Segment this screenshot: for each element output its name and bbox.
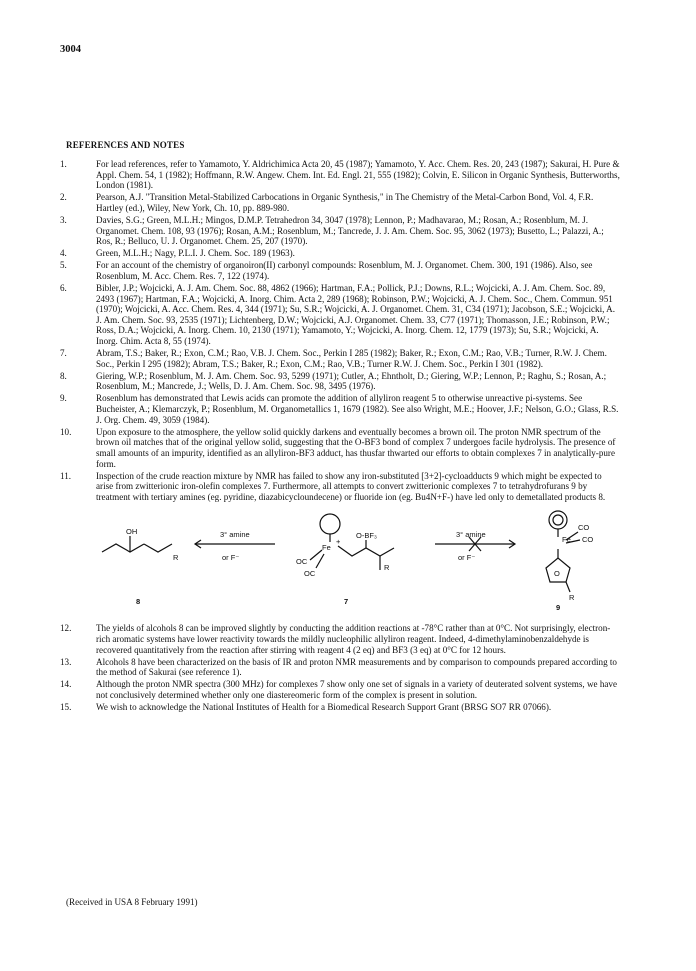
- reference-text: The yields of alcohols 8 can be improved slightly by conducting the addition reactions at -78°C rather than at 0°C. Not surprisingly, electron-rich aromatic systems have lower reactivity towards the mildly nucleophilic allyliron reagent. Indeed, 4-dimethylaminobenzaldehyde is recovered quantitatively from the reaction after stirring with reagent 4 (2 eq) and BF3 (3 eq) at 0°C for 12 hours.: [96, 623, 611, 655]
- reference-text: We wish to acknowledge the National Institutes of Health for a Biomedical Research Support Grant (BRSG SO7 RR 07066).: [96, 702, 552, 713]
- reference-text: Green, M.L.H.; Nagy, P.L.I. J. Chem. Soc. 189 (1963).: [96, 248, 295, 259]
- reference-number: 3.: [60, 214, 67, 225]
- reference-item: [60, 348, 620, 369]
- reference-text: Bibler, J.P.; Wojcicki, A. J. Am. Chem. Soc. 88, 4862 (1966); Hartman, F.A.; Pollick, P.J.; Downs, R.L.; Wojcicki, A. J. Am. Chem. Soc. 89, 2493 (1967); Hartman, F.A.; Wojcicki, A. Inorg. Chim. Acta 2, 289 (1968); Robinson, P.W.; Wojcicki, A. J. Chem. Soc., Chem. Commun. 951 (1970); Wojcicki, A. Acc. Chem. Res. 4, 344 (1971); Su, S.R.; Wojcicki, A. J. Organomet. Chem. 31, C34 (1971); Jacobson, S.E.; Wojcicki, A. J. Am. Chem. Soc. 93, 2535 (1971); Lichtenberg, D.W.; Wojcicki, A.J. Organomet. Chem. 33, C77 (1971); Thomasson, J.E.; Robinson, P.W.; Ross, D.A.; Wojcicki, A. Inorg. Chem. 10, 2130 (1971); Yamamoto, Y.; Wojcicki, A. Inorg. Chem. 12, 1779 (1973); Su, S.R.; Wojcicki, A. Inorg. Chim. Acta 8, 55 (1974).: [96, 283, 615, 346]
- iron-label: Fe: [562, 535, 571, 545]
- reference-item: [60, 393, 620, 425]
- reference-number: 1.: [60, 159, 67, 169]
- cyclopentadienyl-ring-7: [320, 514, 340, 534]
- reference-text: Rosenblum has demonstrated that Lewis acids can promote the addition of allyliron reagent 5 to otherwise unreactive pi-systems. See Bucheister, A.; Klemarczyk, P.; Rosenblum, M. Organometallics 1, 1679 (1982). See also Wright, M.E.; Hoover, J.F.; Nelson, G.O.; Glass, R.S. J. Org. Chem. 49, 3059 (1984).: [96, 393, 619, 425]
- reference-item: [60, 702, 620, 713]
- reference-number: 4.: [60, 248, 67, 259]
- reference-number: 14.: [60, 679, 72, 690]
- alcohol-skeleton: [102, 544, 144, 552]
- reference-number: 9.: [60, 393, 67, 404]
- received-date: (Received in USA 8 February 1991): [66, 897, 198, 907]
- reference-number: 2.: [60, 192, 67, 203]
- reference-text: Alcohols 8 have been characterized on the basis of IR and proton NMR measurements and by comparison to compounds prepared according to the method of Sakurai (see reference 1).: [96, 656, 617, 678]
- reference-text: For lead references, refer to Yamamoto, Y. Aldrichimica Acta 20, 45 (1987); Yamamoto, Y. Acc. Chem. Res. 20, 243 (1987); Sakurai, H. Pure & Appl. Chem. 54, 1 (1982); Hoffmann, R.W. Angew. Chem. Int. Ed. Engl. 21, 555 (1982); Colvin, E. Silicon in Organic Synthesis, Butterworths, London (1981).: [96, 159, 620, 191]
- reaction-scheme: [60, 504, 620, 619]
- reference-item: [60, 679, 620, 700]
- arrow2-alt-reagent-label: or F⁻: [458, 553, 476, 563]
- reference-number: 7.: [60, 348, 67, 359]
- reference-number: 8.: [60, 370, 67, 381]
- carbonyl-label: CO: [582, 535, 594, 545]
- reference-list: [60, 159, 620, 714]
- reference-number: 13.: [60, 656, 72, 667]
- r-group-label: R: [173, 553, 179, 563]
- iron-label: Fe: [322, 543, 331, 553]
- reference-text: Giering, W.P.; Rosenblum, M. J. Am. Chem. Soc. 93, 5299 (1971); Cutler, A.; Ehntholt, D.; Giering, W.P.; Lennon, P.; Raghu, S.; Rosan, A.; Rosenblum, M.; Mancrede, J.; Wells, D. J. Am. Chem. Soc. 98, 3495 (1976).: [96, 370, 607, 392]
- reference-item: [60, 471, 620, 503]
- ring-oxygen-label: O: [554, 569, 560, 579]
- reference-item: [60, 623, 620, 655]
- arrow1-alt-reagent-label: or F⁻: [222, 553, 240, 563]
- page-number: 3004: [60, 44, 81, 55]
- reference-number: 11.: [60, 470, 72, 481]
- compound-7-label: 7: [344, 597, 349, 607]
- arrow2-reagent-label: 3° amine: [456, 530, 486, 540]
- reference-item: [60, 427, 620, 469]
- reference-text: Upon exposure to the atmosphere, the yellow solid quickly darkens and eventually becomes a brown oil. The proton NMR spectrum of the brown oil matches that of the original yellow solid, suggesting that the O-BF3 bond of complex 7 undergoes facile hydrolysis. The presence of small amounts of an impurity, identified as an allyliron-BF3 adduct, has thusfar thwarted our efforts to obtain complexes 7 in analytically-pure form.: [96, 426, 616, 469]
- cyclopentadienyl-ring-9: [549, 511, 567, 529]
- charge-plus-label: +: [336, 537, 341, 547]
- reference-item: [60, 159, 620, 191]
- carbonyl-label: CO: [578, 523, 590, 533]
- oxygen-bf3-label: O-BF₃: [356, 531, 377, 541]
- section-heading: REFERENCES AND NOTES: [66, 140, 185, 150]
- reference-number: 10.: [60, 426, 72, 437]
- reference-number: 6.: [60, 283, 67, 294]
- reference-text: Pearson, A.J. "Transition Metal-Stabilized Carbocations in Organic Synthesis," in The Chemistry of the Metal-Carbon Bond, Vol. 4, F.R. Hartley (ed.), Wiley, New York, Ch. 10, pp. 889-980.: [96, 192, 594, 213]
- reference-text: For an account of the chemistry of organoiron(II) carbonyl compounds: Rosenblum, M. J. Organomet. Chem. 300, 191 (1986). Also, see Rosenblum, M. Acc. Chem. Res. 7, 122 (1974).: [96, 260, 593, 281]
- compound-8-label: 8: [136, 597, 141, 607]
- reference-item: [60, 215, 620, 247]
- carbonyl-label: OC: [296, 557, 308, 567]
- compound-9-label: 9: [556, 603, 561, 613]
- arrow1-reagent-label: 3° amine: [220, 530, 250, 540]
- carbonyl-label: OC: [304, 569, 316, 579]
- reference-item: [60, 283, 620, 347]
- reference-text: Abram, T.S.; Baker, R.; Exon, C.M.; Rao, V.B. J. Chem. Soc., Perkin I 285 (1982); Baker, R.; Exon, C.M.; Rao, V.B.; Turner, R.W. J. Chem. Soc., Perkin I 295 (1982); Abram, T.S.; Baker, R.; Exon, C.M.; Rao, V.B.; Turner R.W. J. Chem. Soc., Perkin I 301 (1982).: [96, 348, 607, 369]
- reference-item: [60, 248, 620, 259]
- reference-number: 15.: [60, 702, 72, 713]
- reference-text: Inspection of the crude reaction mixture by NMR has failed to show any iron-substituted [3+2]-cycloadducts 9 which might be expected to arise from zwitterionic iron-olefin complexes 7. Furthermore, all attempts to convert zwitterionic complexes 7 to tetrahydrofurans 9 by treatment with tertiary amines (eg. pyridine, diazabicycloundecene) or fluoride ion (eg. Bu4N+F-) have led only to demetallated products 8.: [96, 470, 606, 502]
- reference-item: [60, 260, 620, 281]
- r-group-label: R: [384, 563, 390, 573]
- reference-item: [60, 192, 620, 213]
- reference-text: Davies, S.G.; Green, M.L.H.; Mingos, D.M.P. Tetrahedron 34, 3047 (1978); Lennon, P.; Madhavarao, M.; Rosan, A.; Rosenblum, M. J. Organomet. Chem. 108, 93 (1976); Rosan, A.M.; Rosenblum, M.; Tancrede, J. J. Am. Chem. Soc. 95, 3062 (1973); Busetto, L.; Palazzi, A.; Ros, R.; Belluco, U. J. Organomet. Chem. 25, 207 (1970).: [96, 214, 604, 247]
- reaction-scheme-drawing: [60, 504, 620, 619]
- reference-number: 12.: [60, 623, 72, 634]
- reference-text: Although the proton NMR spectra (300 MHz) for complexes 7 show only one set of signals in a variety of deuterated solvent systems, we have not conclusively determined whether only one diastereomeric form of the complex is present in solution.: [96, 679, 618, 700]
- hydroxyl-label: OH: [126, 527, 138, 537]
- reference-item: [60, 657, 620, 678]
- reference-number: 5.: [60, 260, 67, 271]
- r-group-label: R: [569, 593, 575, 603]
- reference-item: [60, 371, 620, 392]
